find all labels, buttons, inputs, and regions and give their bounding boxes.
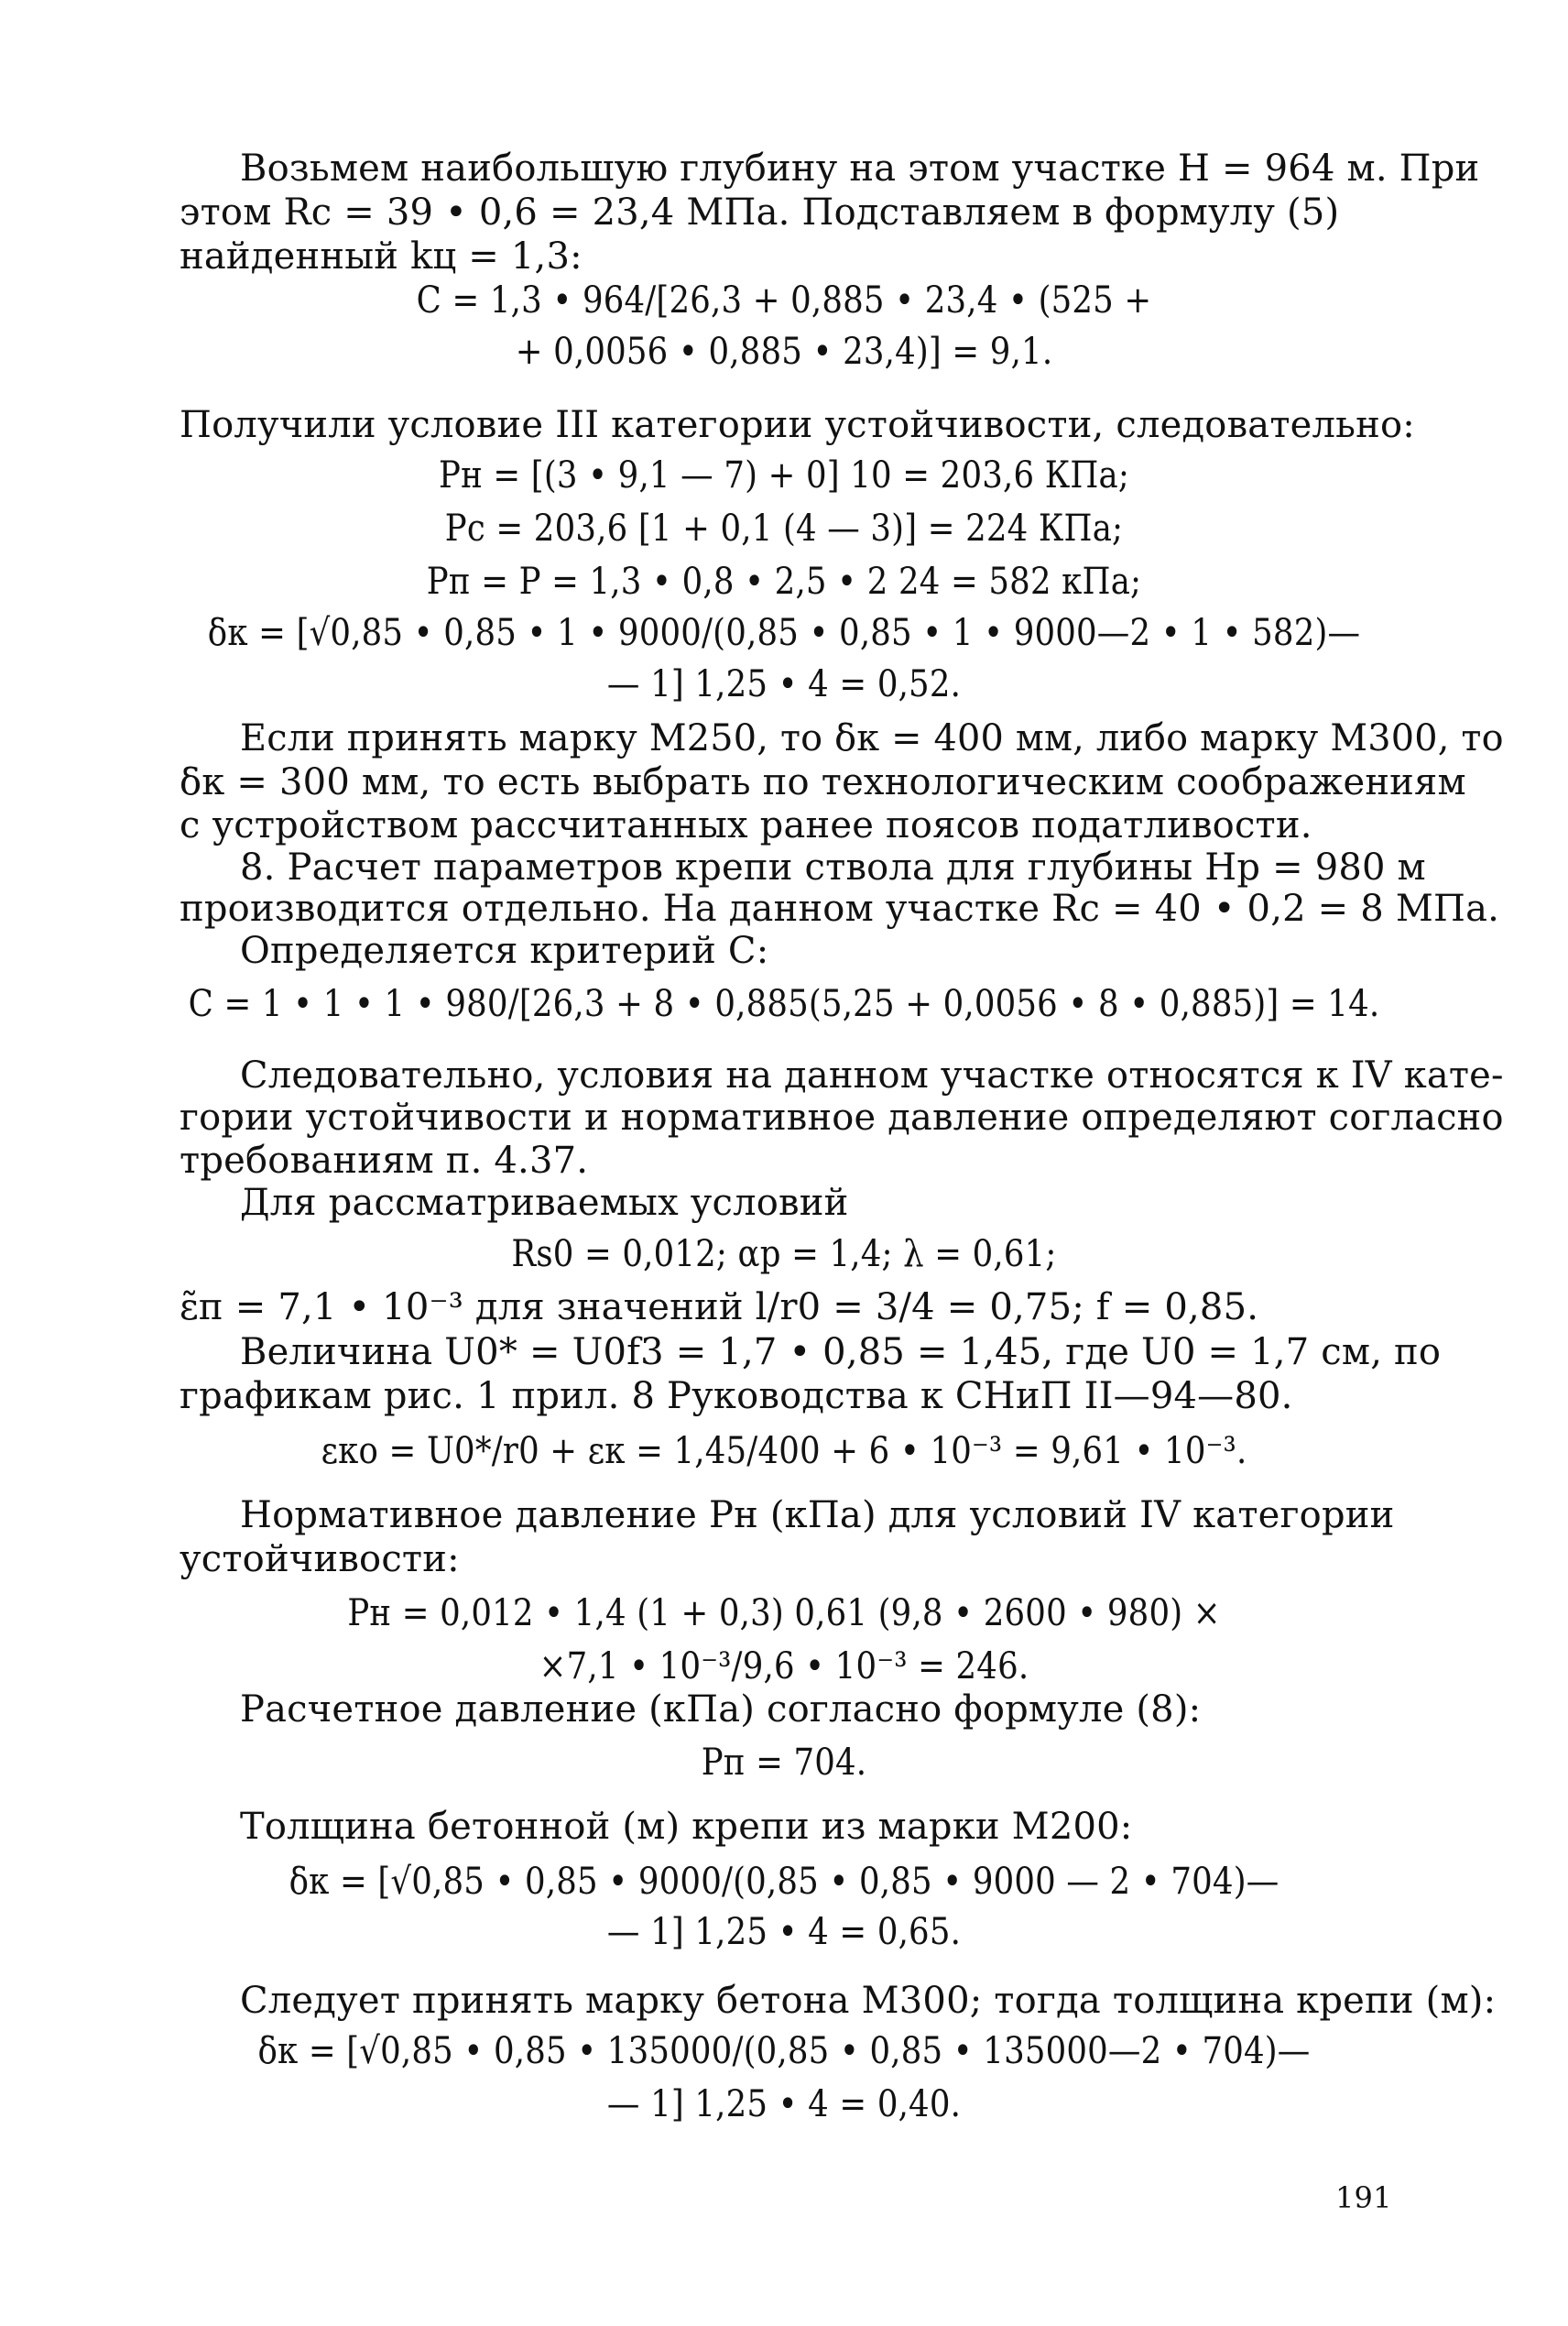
equation-line: Pп = P = 1,3 • 0,8 • 2,5 • 2 24 = 582 кПа;: [426, 561, 1142, 603]
equation-line: — 1] 1,25 • 4 = 0,40.: [606, 2083, 962, 2125]
equation-line: C = 1,3 • 964/[26,3 + 0,885 • 23,4 • (525 +: [416, 279, 1152, 322]
text-line: ε̃п = 7,1 • 10⁻³ для значений l/r0 = 3/4 = 0,75; f = 0,85.: [180, 1286, 1259, 1328]
page-number: 191: [1335, 2180, 1392, 2215]
text-line: Если принять марку М250, то δк = 400 мм, либо марку М300, то: [240, 717, 1504, 759]
equation-line: Pн = [(3 • 9,1 — 7) + 0] 10 = 203,6 КПа;: [438, 454, 1130, 497]
text-line: гории устойчивости и нормативное давление определяют согласно: [180, 1097, 1504, 1139]
equation-line: δк = [√0,85 • 0,85 • 9000/(0,85 • 0,85 • 9000 — 2 • 704)—: [289, 1861, 1279, 1903]
equation-line: εко = U0*/r0 + εк = 1,45/400 + 6 • 10⁻³ = 9,61 • 10⁻³.: [321, 1430, 1247, 1472]
text-line: этом Rс = 39 • 0,6 = 23,4 МПа. Подставляем в формулу (5): [180, 191, 1340, 234]
text-line: производится отдельно. На данном участке Rс = 40 • 0,2 = 8 МПа.: [180, 888, 1500, 930]
text-line: Определяется критерий C:: [240, 930, 769, 972]
text-line: требованиям п. 4.37.: [180, 1140, 589, 1182]
text-line: Толщина бетонной (м) крепи из марки М200:: [240, 1806, 1133, 1848]
text-line: найденный kц = 1,3:: [180, 235, 583, 278]
text-line: Возьмем наибольшую глубину на этом участке H = 964 м. При: [240, 147, 1480, 190]
equation-line: + 0,0056 • 0,885 • 23,4)] = 9,1.: [515, 331, 1053, 373]
equation-line: δк = [√0,85 • 0,85 • 135000/(0,85 • 0,85 • 135000—2 • 704)—: [257, 2030, 1311, 2072]
equation-line: Pн = 0,012 • 1,4 (1 + 0,3) 0,61 (9,8 • 2600 • 980) ×: [347, 1592, 1221, 1634]
equation-line: — 1] 1,25 • 4 = 0,52.: [606, 663, 962, 705]
text-line: Нормативное давление Pн (кПа) для условий IV категории: [240, 1494, 1395, 1536]
text-line: устойчивости:: [180, 1538, 460, 1580]
text-line: Величина U0* = U0f3 = 1,7 • 0,85 = 1,45, где U0 = 1,7 см, по: [240, 1331, 1442, 1373]
text-line: графикам рис. 1 прил. 8 Руководства к СНиП II—94—80.: [180, 1375, 1293, 1417]
text-line: Следовательно, условия на данном участке относятся к IV кате-: [240, 1054, 1504, 1097]
equation-line: C = 1 • 1 • 1 • 980/[26,3 + 8 • 0,885(5,25 + 0,0056 • 8 • 0,885)] = 14.: [188, 983, 1380, 1025]
equation-line: Pс = 203,6 [1 + 0,1 (4 — 3)] = 224 КПа;: [444, 508, 1124, 550]
equation-line: Pп = 704.: [701, 1742, 867, 1784]
text-line: Получили условие III категории устойчивости, следовательно:: [180, 404, 1415, 446]
text-line: Расчетное давление (кПа) согласно формуле (8):: [240, 1688, 1202, 1731]
text-line: δк = 300 мм, то есть выбрать по технологическим соображениям: [180, 761, 1466, 803]
text-line: Для рассматриваемых условий: [240, 1182, 849, 1224]
equation-line: Rs0 = 0,012; αр = 1,4; λ = 0,61;: [511, 1233, 1057, 1275]
text-line: 8. Расчет параметров крепи ствола для глубины Hр = 980 м: [240, 846, 1426, 889]
equation-line: — 1] 1,25 • 4 = 0,65.: [606, 1911, 962, 1953]
text-line: с устройством рассчитанных ранее поясов податливости.: [180, 804, 1312, 846]
equation-line: δк = [√0,85 • 0,85 • 1 • 9000/(0,85 • 0,85 • 1 • 9000—2 • 1 • 582)—: [207, 612, 1361, 654]
text-line: Следует принять марку бетона М300; тогда толщина крепи (м):: [240, 1980, 1497, 2022]
equation-line: ×7,1 • 10⁻³/9,6 • 10⁻³ = 246.: [539, 1645, 1029, 1687]
